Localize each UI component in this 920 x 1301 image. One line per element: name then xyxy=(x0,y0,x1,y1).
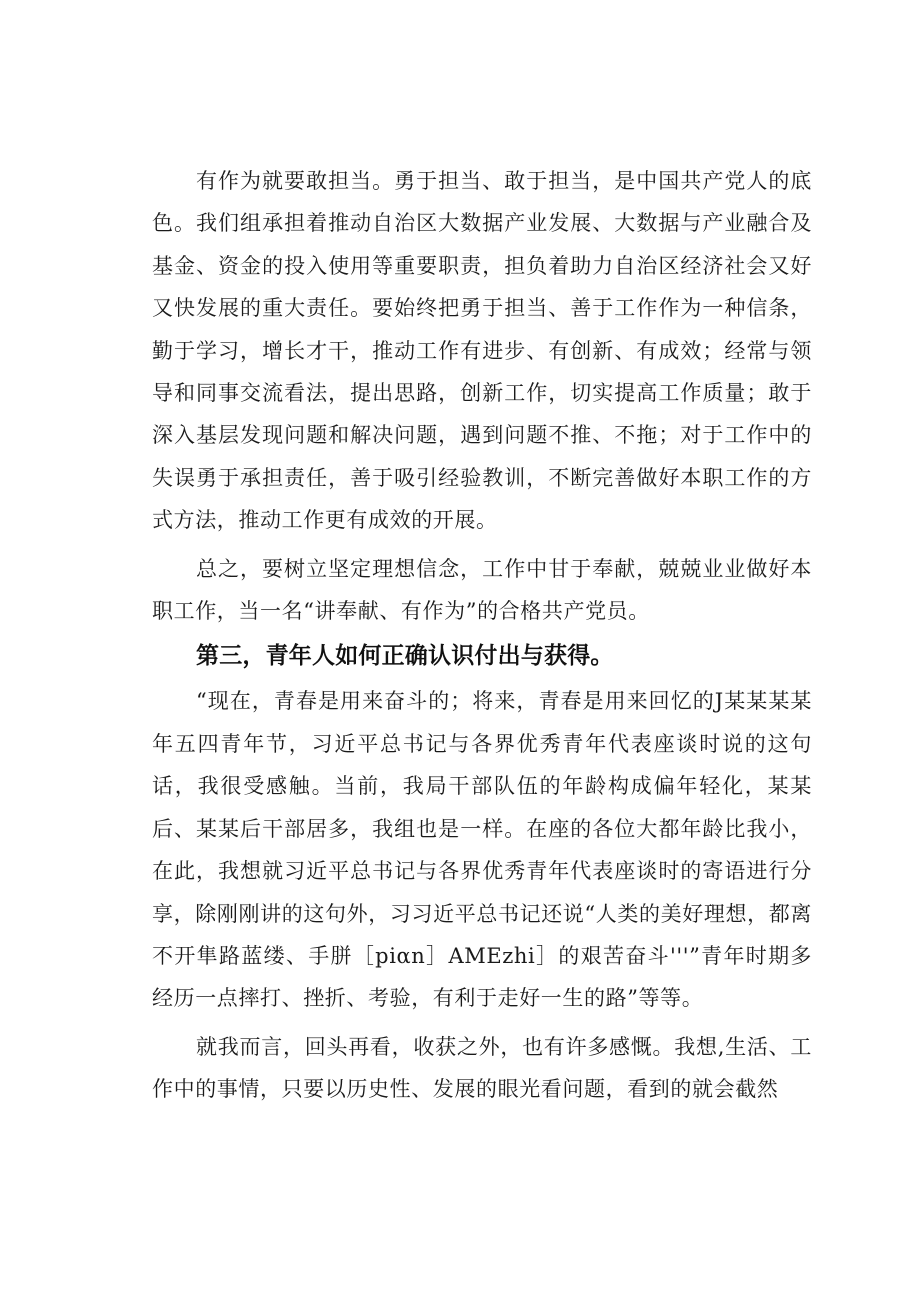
paragraph-youth-quote: “现在，青春是用来奋斗的；将来，青春是用来回忆的J某某某某年五四青年节，习近平总书记与各界优秀青年代表座谈时说的这句话，我很受感触。当前，我局干部队伍的年龄构成偏年轻化，某某后、某某后干部居多，我组也是一样。在座的各位大都年龄比我小，在此，我想就习近平总书记与各界优秀青年代表座谈时的寄语进行分享，除刚刚讲的这句外，习习近平总书记还说“人类的美好理想，都离不开隼路蓝缕、手胼［piαn］AMEzhi］的艰苦奋斗'''”青年时期多经历一点摔打、挫折、考验，有利于走好一生的路”等等。 xyxy=(152,689,812,1011)
section-heading-third: 第三，青年人如何正确认识付出与获得。 xyxy=(196,643,614,670)
paragraph-reflection: 就我而言，回头再看，收获之外，也有许多感慨。我想,生活、工作中的事情，只要以历史性、发展的眼光看问题，看到的就会截然 xyxy=(152,1034,812,1102)
paragraph-conclusion: 总之，要树立坚定理想信念，工作中甘于奉献，兢兢业业做好本职工作，当一名“讲奉献、有作为”的合格共产党员。 xyxy=(152,556,812,624)
paragraph-responsibility: 有作为就要敢担当。勇于担当、敢于担当，是中国共产党人的底色。我们组承担着推动自治区大数据产业发展、大数据与产业融合及基金、资金的投入使用等重要职责，担负着助力自治区经济社会又好又快发展的重大责任。要始终把勇于担当、善于工作作为一种信条，勤于学习，增长才干，推动工作有进步、有创新、有成效；经常与领导和同事交流看法，提出思路，创新工作，切实提高工作质量；敢于深入基层发现问题和解决问题，遇到问题不推、不拖；对于工作中的失误勇于承担责任，善于吸引经验教训，不断完善做好本职工作的方式方法，推动工作更有成效的开展。 xyxy=(152,169,812,533)
